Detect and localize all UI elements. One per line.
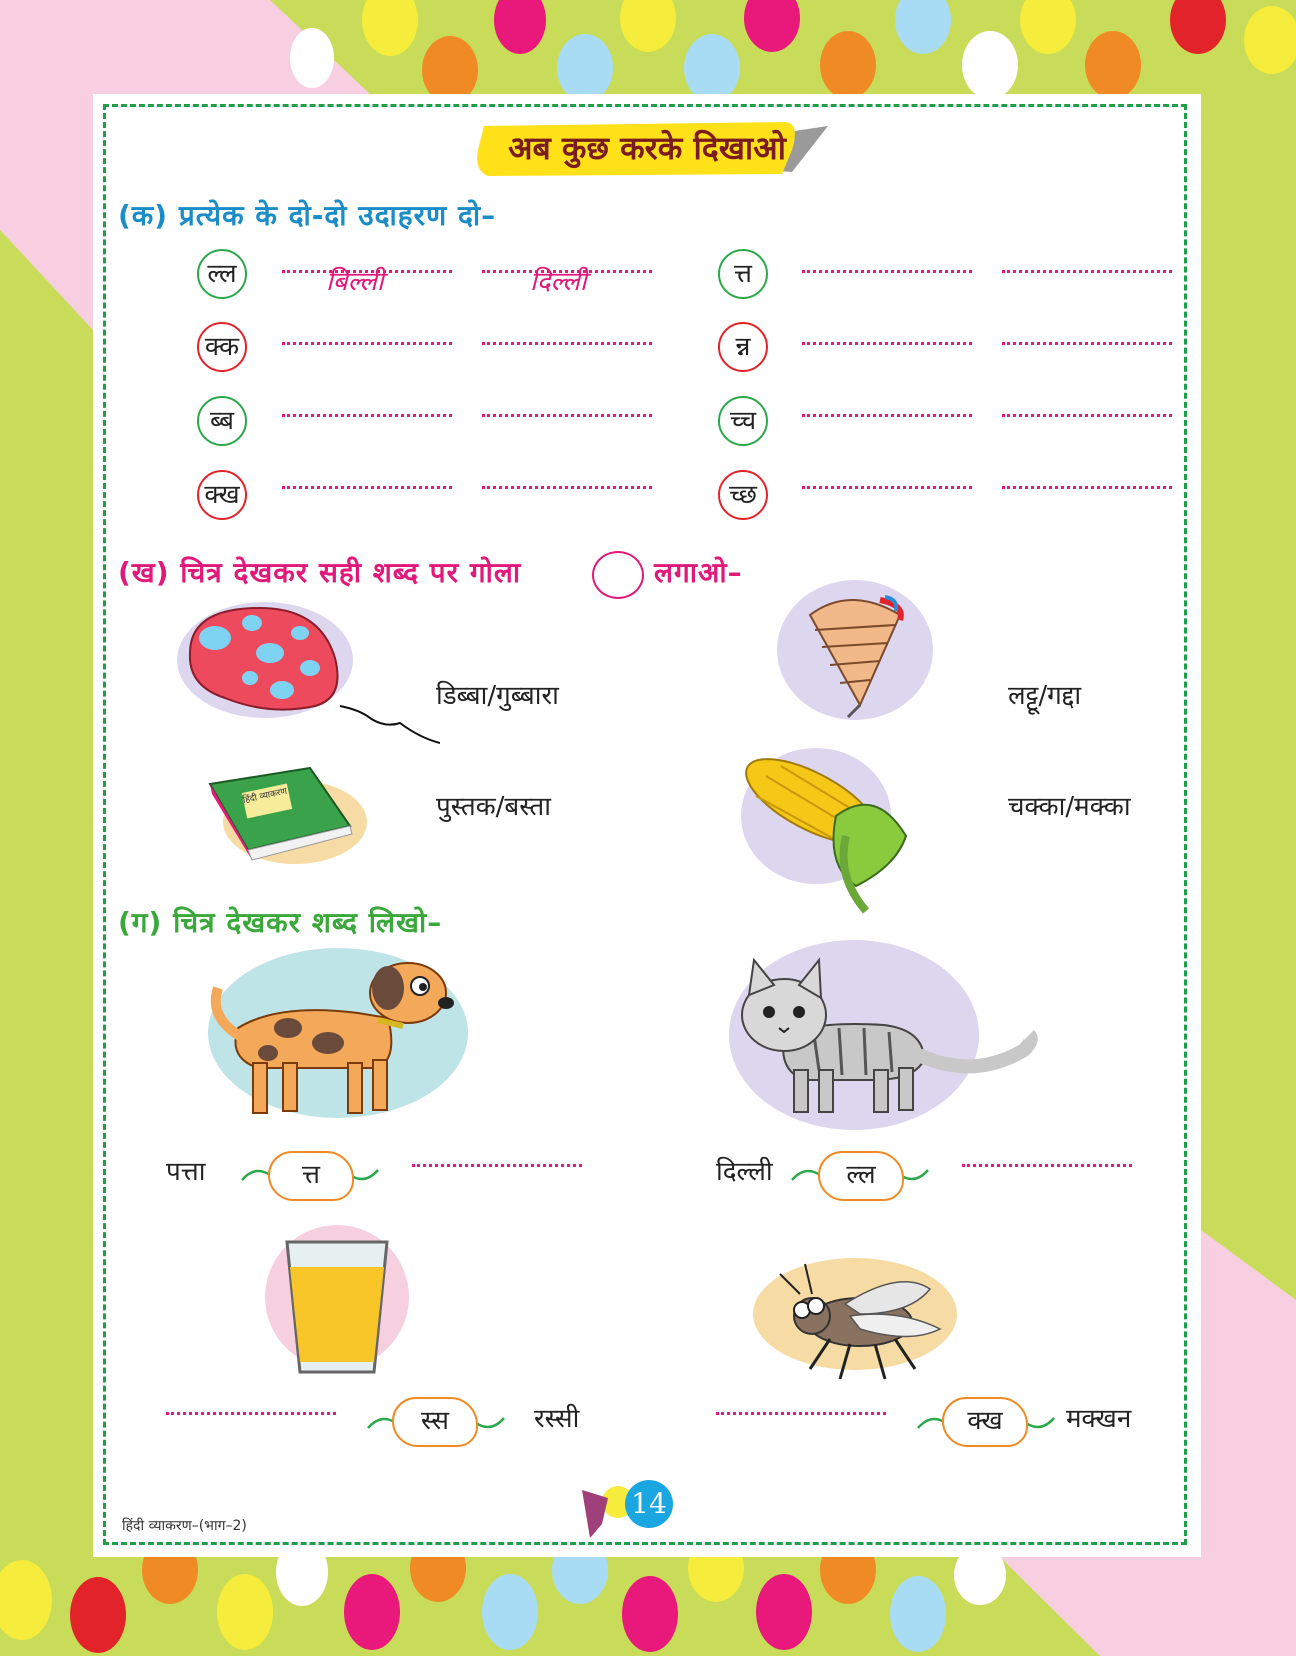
book-label: हिंदी व्याकरण <box>242 786 288 806</box>
choice-book[interactable]: पुस्तक/बस्ता <box>436 792 551 822</box>
letter-circle: त्त <box>718 249 768 299</box>
balloon-picture <box>170 598 440 748</box>
letter-circle: न्न <box>718 322 768 372</box>
letter-circle: ल्ल <box>197 249 247 299</box>
answer-line[interactable] <box>802 414 972 417</box>
letter-bubble: त्त <box>268 1151 354 1201</box>
page-title: अब कुछ करके दिखाओ <box>508 129 786 167</box>
answer-line[interactable] <box>282 414 452 417</box>
juice-glass-picture <box>262 1222 412 1382</box>
given-word: दिल्ली <box>716 1157 773 1187</box>
letter-circle: ब्ब <box>197 396 247 446</box>
section-b-heading: (ख) चित्र देखकर सही शब्द पर गोला <box>118 556 522 589</box>
letter-circle: च्च <box>718 396 768 446</box>
choice-balloon[interactable]: डिब्बा/गुब्बारा <box>436 681 559 711</box>
answer-line[interactable] <box>482 486 652 489</box>
letter-circle: क्क <box>197 322 247 372</box>
answer-line[interactable] <box>1002 270 1172 273</box>
dog-picture <box>198 948 468 1138</box>
fly-picture <box>750 1254 960 1384</box>
letter-circle: च्छ <box>718 470 768 520</box>
answer-line[interactable] <box>1002 414 1172 417</box>
answer-line[interactable] <box>716 1412 886 1415</box>
section-c-heading: (ग) चित्र देखकर शब्द लिखो– <box>118 906 443 939</box>
spinning-top-picture <box>770 575 940 725</box>
answer-line[interactable] <box>482 342 652 345</box>
answer-line[interactable] <box>802 270 972 273</box>
answer-line[interactable] <box>802 342 972 345</box>
answer-line[interactable] <box>802 486 972 489</box>
answer-line[interactable] <box>962 1164 1132 1167</box>
choice-top[interactable]: लट्टू/गद्दा <box>1008 681 1082 711</box>
circle-symbol <box>592 551 644 599</box>
book-picture <box>200 762 370 872</box>
given-word: मक्खन <box>1066 1404 1132 1434</box>
corn-picture <box>736 746 926 916</box>
given-word: रस्सी <box>534 1404 580 1434</box>
answer-line[interactable] <box>412 1164 582 1167</box>
choice-corn[interactable]: चक्का/मक्का <box>1008 792 1131 822</box>
letter-bubble: स्स <box>392 1397 478 1447</box>
example-answer: दिल्ली <box>530 267 587 297</box>
answer-line[interactable] <box>1002 342 1172 345</box>
letter-bubble: क्ख <box>942 1397 1028 1447</box>
page-number: 14 <box>625 1480 673 1528</box>
answer-line[interactable] <box>282 486 452 489</box>
cat-picture <box>724 940 1044 1140</box>
letter-bubble: ल्ल <box>818 1151 904 1201</box>
section-b-heading-end: लगाओ– <box>654 556 743 589</box>
answer-line[interactable] <box>1002 486 1172 489</box>
example-answer: बिल्ली <box>326 267 384 297</box>
footer-book-title: हिंदी व्याकरण–(भाग–2) <box>122 1518 247 1534</box>
given-word: पत्ता <box>166 1157 206 1187</box>
letter-circle: क्ख <box>197 470 247 520</box>
answer-line[interactable] <box>166 1412 336 1415</box>
answer-line[interactable] <box>282 342 452 345</box>
answer-line[interactable] <box>482 414 652 417</box>
section-a-heading: (क) प्रत्येक के दो-दो उदाहरण दो– <box>118 199 497 232</box>
